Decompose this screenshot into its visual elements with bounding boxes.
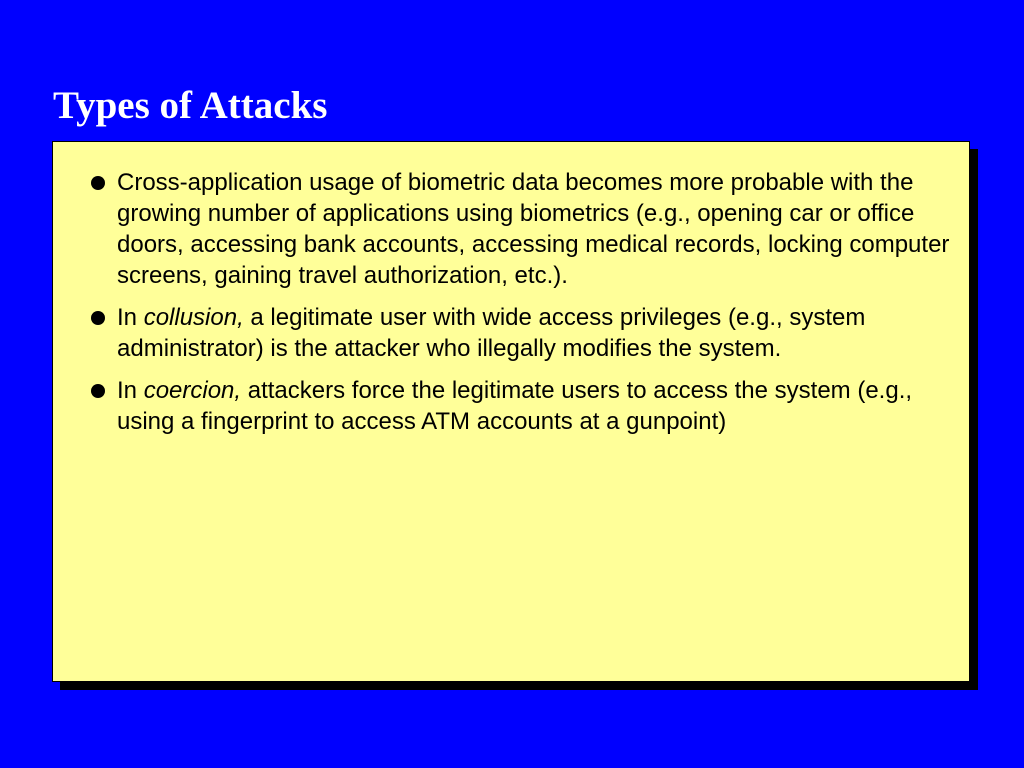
bullet-icon (91, 311, 105, 325)
bullet-term: collusion, (143, 304, 244, 331)
bullet-item-cross-application (91, 167, 963, 291)
bullet-lead: In (117, 304, 144, 331)
content-box (52, 141, 970, 682)
bullet-text: a legitimate user with wide access privileges (e.g., system administrator) is the attacker who illegally modifies the system. (117, 304, 866, 362)
bullet-item-collusion (91, 302, 963, 364)
bullet-text: Cross-application usage of biometric data becomes more probable with the growing number of applications using biometrics (e.g., opening car or office doors, accessing bank accounts, accessing medical records, locking computer screens, gaining travel authorization, etc.). (117, 169, 950, 289)
bullet-lead: In (117, 377, 144, 404)
bullet-term: coercion, (143, 377, 242, 404)
bullet-text: attackers force the legitimate users to access the system (e.g., using a fingerprint to access ATM accounts at a gunpoint) (117, 377, 913, 435)
bullet-icon (91, 384, 105, 398)
bullet-list (91, 167, 963, 448)
slide-title: Types of Attacks (53, 84, 328, 127)
bullet-icon (91, 176, 105, 190)
bullet-item-coercion (91, 375, 963, 437)
